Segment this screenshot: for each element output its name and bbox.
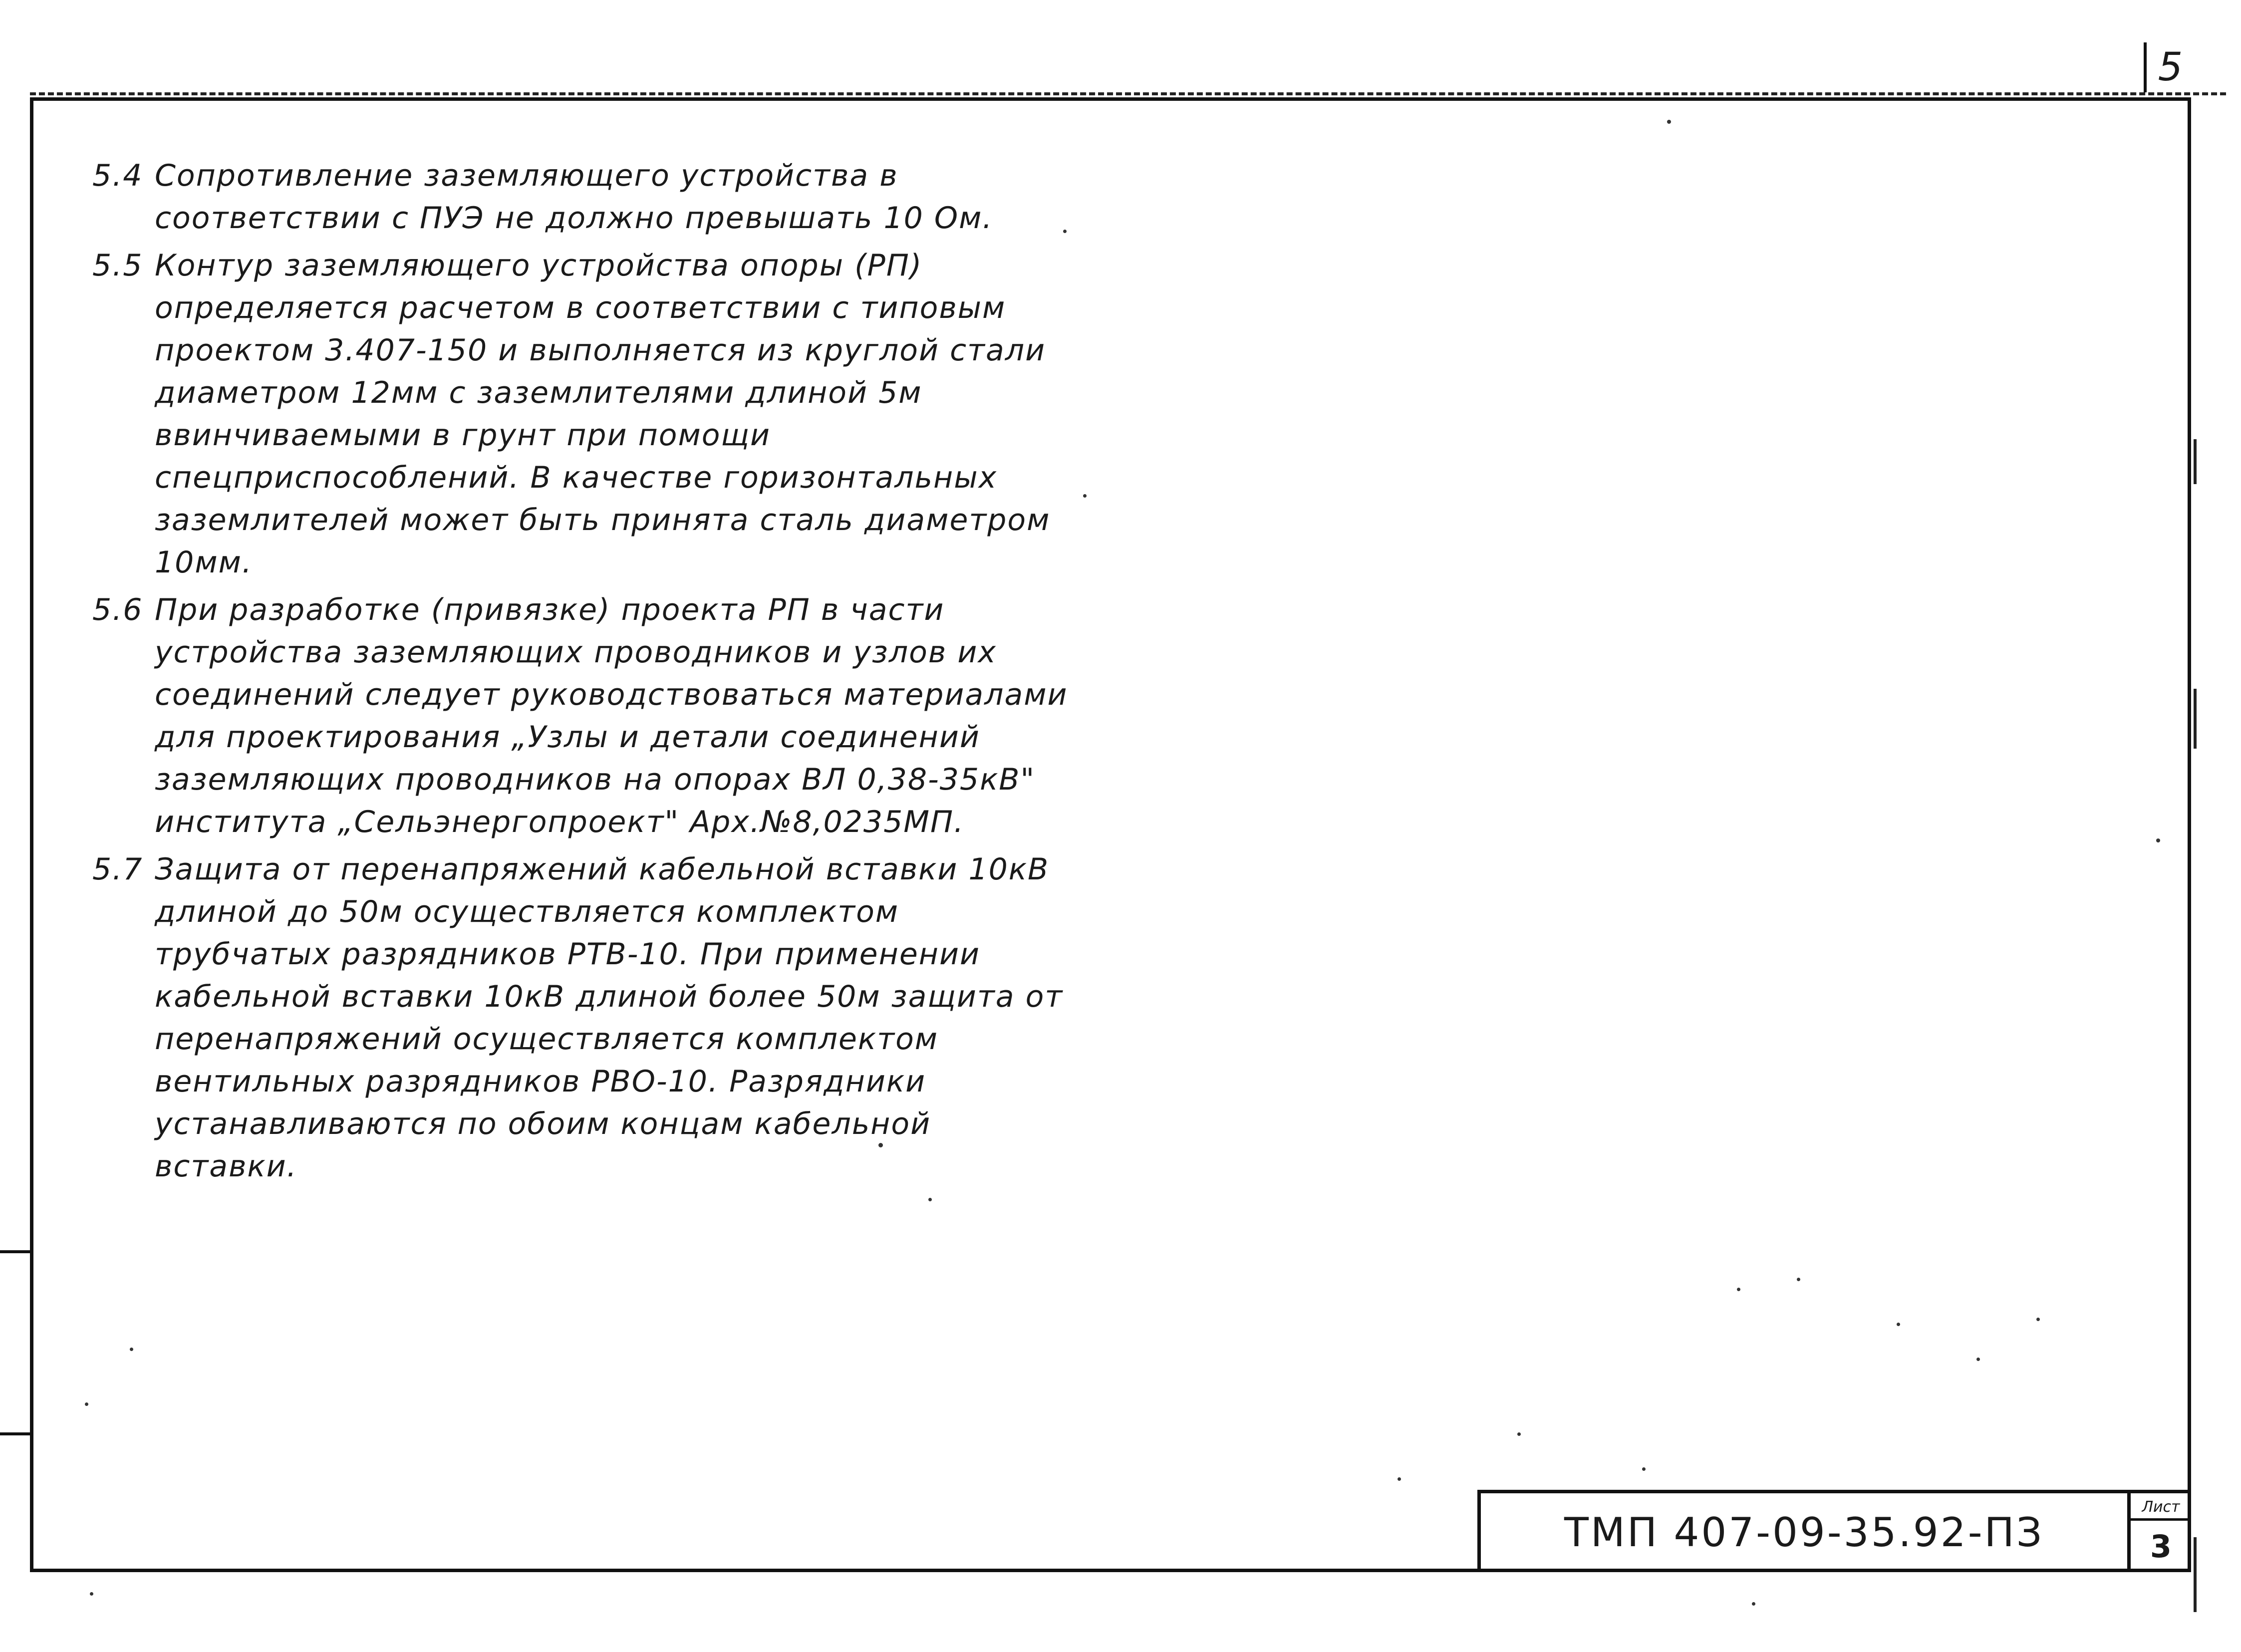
- document-code: ТМП 407-09-35.92-ПЗ: [1564, 1509, 2044, 1556]
- list-item: [92, 155, 1071, 240]
- sheet-cell: [2127, 1493, 2191, 1572]
- sheet-value: 3: [2150, 1528, 2172, 1565]
- item-number: 5.7: [92, 852, 143, 887]
- list-item: [92, 848, 1071, 1188]
- list-item: [92, 589, 1071, 843]
- item-text: Контур заземляющего устройства опоры (РП) определяется расчетом в соответствии с типовым проектом 3.407-150 и выполняется из круглой стали диаметром 12мм с заземлителями длиной 5м ввинчиваемыми в грунт при помощи спецприспособлений. В качестве горизонтальных заземлителей может быть принята сталь диаметром 10мм.: [155, 248, 1051, 580]
- item-number: 5.4: [92, 158, 143, 193]
- top-sheet-number: 5: [2144, 42, 2194, 92]
- item-text: Сопротивление заземляющего устройства в соответствии с ПУЭ не должно превышать 10 Ом.: [155, 158, 993, 236]
- top-dashed-rule: [30, 92, 2226, 95]
- item-text: Защита от перенапряжений кабельной вставки 10кВ длиной до 50м осуществляется комплектом трубчатых разрядников РТВ-10. При применении кабельной вставки 10кВ длиной более 50м защита от перенапряжений осуществляется комплектом вентильных разрядников РВО-10. Разрядники устанавливаются по обоим концам кабельной вставки.: [155, 852, 1064, 1184]
- title-block: [1477, 1490, 2191, 1572]
- sheet-label: Лист: [2131, 1493, 2191, 1521]
- list-item: [92, 245, 1071, 584]
- item-number: 5.6: [92, 592, 143, 627]
- item-text: При разработке (привязке) проекта РП в части устройства заземляющих проводников и узлов их соединений следует руководствоваться материалами для проектирования „Узлы и детали соединений заземляющих проводников на опорах ВЛ 0,38-35кВ" института „Сельэнергопроект" Арх.№8,0235МП.: [155, 592, 1068, 839]
- item-number: 5.5: [92, 248, 143, 283]
- explanatory-note-text: [92, 155, 1071, 1193]
